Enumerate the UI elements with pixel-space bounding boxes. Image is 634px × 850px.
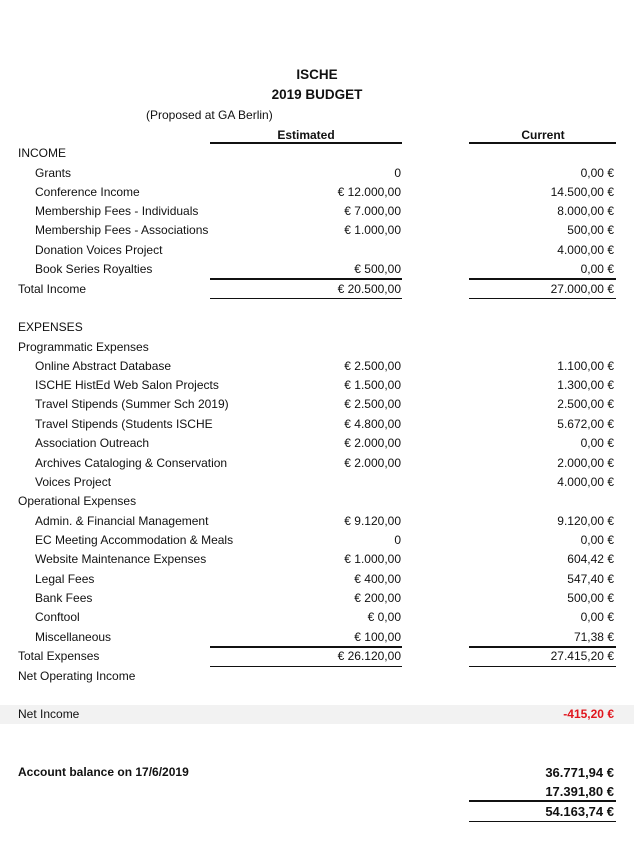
row-label: Website Maintenance Expenses — [35, 552, 207, 566]
total-expenses-estimated: € 26.120,00 — [337, 649, 401, 663]
account-balance-value-2: 17.391,80 € — [545, 784, 614, 799]
row-current: 547,40 € — [567, 572, 614, 586]
row-current: 500,00 € — [567, 223, 614, 237]
row-estimated: € 2.000,00 — [344, 456, 401, 470]
row-current: 14.500,00 € — [550, 185, 614, 199]
expenses-title: EXPENSES — [18, 320, 83, 334]
row-current: 500,00 € — [567, 591, 614, 605]
row-label: Conference Income — [35, 185, 140, 199]
row-estimated: € 7.000,00 — [344, 204, 401, 218]
table-row — [0, 473, 634, 492]
row-label: Bank Fees — [35, 591, 93, 605]
table-row — [0, 608, 634, 627]
row-estimated: € 400,00 — [354, 572, 401, 586]
row-current: 1.300,00 € — [557, 378, 614, 392]
expenses-total-row — [0, 647, 634, 666]
account-balance-row — [0, 763, 634, 782]
table-row — [0, 395, 634, 414]
total-expenses-current: 27.415,20 € — [550, 649, 614, 663]
row-label: Travel Stipends (Summer Sch 2019) — [35, 397, 229, 411]
row-current: 2.500,00 € — [557, 397, 614, 411]
col-current-header: Current — [521, 128, 565, 142]
row-label: Membership Fees - Individuals — [35, 204, 199, 218]
income-title: INCOME — [18, 146, 66, 160]
account-balance-row-2 — [0, 782, 634, 801]
row-label: ISCHE HistEd Web Salon Projects — [35, 378, 219, 392]
row-estimated: € 12.000,00 — [337, 185, 401, 199]
income-section-title — [0, 144, 634, 163]
net-operating-row — [0, 667, 634, 686]
table-row — [0, 260, 634, 279]
row-label: Legal Fees — [35, 572, 95, 586]
row-current: 604,42 € — [567, 552, 614, 566]
row-label: Admin. & Financial Management — [35, 514, 209, 528]
col-estimated-header: Estimated — [277, 128, 335, 142]
row-current: 4.000,00 € — [557, 243, 614, 257]
row-current: 0,00 € — [580, 436, 614, 450]
row-estimated: 0 — [394, 166, 401, 180]
table-row — [0, 589, 634, 608]
row-estimated: € 1.500,00 — [344, 378, 401, 392]
table-row — [0, 241, 634, 260]
row-label: Grants — [35, 166, 72, 180]
account-balance-label: Account balance on 17/6/2019 — [18, 765, 189, 779]
row-estimated: € 0,00 — [367, 610, 401, 624]
row-label: Miscellaneous — [35, 630, 112, 644]
row-estimated: € 2.000,00 — [344, 436, 401, 450]
table-row — [0, 202, 634, 221]
row-current: 1.100,00 € — [557, 359, 614, 373]
expenses-section-title — [0, 318, 634, 337]
row-estimated: € 2.500,00 — [344, 397, 401, 411]
table-row — [0, 357, 634, 376]
org-title: ISCHE — [296, 67, 338, 82]
account-balance-total: 54.163,74 € — [545, 804, 614, 819]
income-total-row — [0, 280, 634, 299]
row-estimated: € 4.800,00 — [344, 417, 401, 431]
row-current: 4.000,00 € — [557, 475, 614, 489]
row-estimated: € 1.000,00 — [344, 552, 401, 566]
income-total-underline-estimated — [210, 298, 402, 299]
row-current: 0,00 € — [580, 533, 614, 547]
net-income-current: -415,20 € — [563, 707, 614, 721]
row-label: Book Series Royalties — [35, 262, 153, 276]
row-current: 71,38 € — [573, 630, 614, 644]
row-estimated: € 9.120,00 — [344, 514, 401, 528]
row-estimated: € 200,00 — [354, 591, 401, 605]
row-estimated: € 1.000,00 — [344, 223, 401, 237]
table-row — [0, 550, 634, 569]
row-label: Online Abstract Database — [35, 359, 172, 373]
row-current: 2.000,00 € — [557, 456, 614, 470]
account-balance-value-1: 36.771,94 € — [545, 765, 614, 780]
account-balance-row-3 — [0, 802, 634, 821]
table-row — [0, 454, 634, 473]
table-row — [0, 531, 634, 550]
row-label: EC Meeting Accommodation & Meals — [35, 533, 234, 547]
budget-title: 2019 BUDGET — [271, 87, 363, 102]
programmatic-title: Programmatic Expenses — [18, 340, 149, 354]
row-label: Archives Cataloging & Conservation — [35, 456, 228, 470]
table-row — [0, 221, 634, 240]
income-total-underline-current — [469, 298, 616, 299]
row-label: Membership Fees - Associations — [35, 223, 209, 237]
total-income-current: 27.000,00 € — [550, 282, 614, 296]
net-operating-label: Net Operating Income — [18, 669, 136, 683]
total-income-label: Total Income — [18, 282, 87, 296]
row-estimated: € 2.500,00 — [344, 359, 401, 373]
net-income-label: Net Income — [18, 707, 80, 721]
proposed-note: (Proposed at GA Berlin) — [146, 108, 273, 122]
table-row — [0, 434, 634, 453]
table-row — [0, 512, 634, 531]
total-expenses-label: Total Expenses — [18, 649, 100, 663]
programmatic-title-row — [0, 338, 634, 357]
row-estimated: € 100,00 — [354, 630, 401, 644]
table-row — [0, 164, 634, 183]
row-label: Donation Voices Project — [35, 243, 163, 257]
total-income-estimated: € 20.500,00 — [337, 282, 401, 296]
net-income-row — [0, 705, 634, 724]
operational-title-row — [0, 492, 634, 511]
table-row — [0, 183, 634, 202]
table-row — [0, 570, 634, 589]
row-label: Association Outreach — [35, 436, 150, 450]
row-current: 0,00 € — [580, 166, 614, 180]
table-row — [0, 415, 634, 434]
operational-title: Operational Expenses — [18, 494, 137, 508]
row-label: Travel Stipends (Students ISCHE — [35, 417, 213, 431]
row-current: 0,00 € — [580, 610, 614, 624]
row-estimated: € 500,00 — [354, 262, 401, 276]
row-current: 5.672,00 € — [557, 417, 614, 431]
row-current: 8.000,00 € — [557, 204, 614, 218]
table-row — [0, 628, 634, 647]
row-current: 9.120,00 € — [557, 514, 614, 528]
row-label: Conftool — [35, 610, 80, 624]
row-current: 0,00 € — [580, 262, 614, 276]
account-total-underline — [469, 821, 616, 822]
row-estimated: 0 — [394, 533, 401, 547]
row-label: Voices Project — [35, 475, 112, 489]
table-row — [0, 376, 634, 395]
